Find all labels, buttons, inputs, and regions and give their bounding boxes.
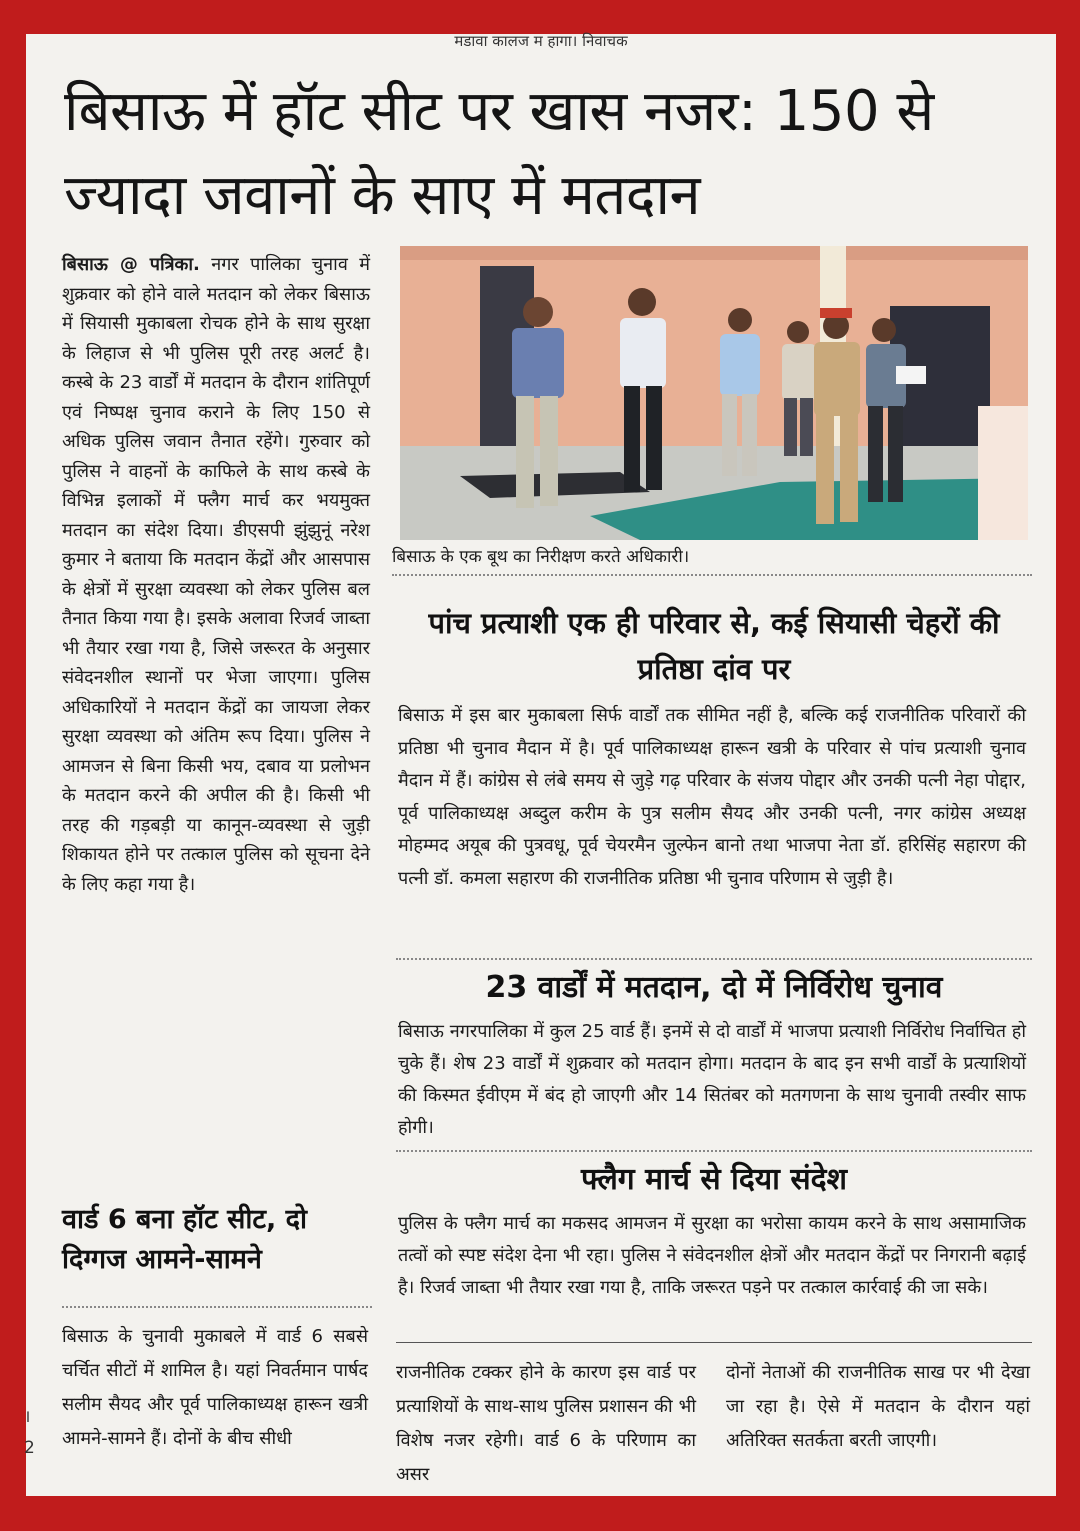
family-section-heading: पांच प्रत्याशी एक ही परिवार से, कई सियासी चेहरों की प्रतिष्ठा दांव पर xyxy=(428,606,1000,686)
flag-march-heading: फ्लैग मार्च से दिया संदेश xyxy=(581,1162,847,1197)
ward-six-heading: वार्ड 6 बना हॉट सीट, दो दिग्गज आमने-सामने xyxy=(62,1204,308,1275)
divider xyxy=(392,574,1032,576)
margin-mark: 2 xyxy=(24,1438,35,1458)
cut-off-top-text: मडावा कालज म हागा। निवाचक xyxy=(454,32,628,50)
ward-six-col3: दोनों नेताओं की राजनीतिक साख पर भी देखा जा रहा है। ऐसे में मतदान के दौरान यहां अतिरिक्त सतर्कता बरती जाएगी। xyxy=(726,1362,1030,1451)
divider xyxy=(396,958,1032,960)
left-article xyxy=(62,250,370,899)
left-article-text: नगर पालिका चुनाव में शुक्रवार को होने वाले मतदान को लेकर बिसाऊ में सियासी मुकाबला रोचक होने के साथ सुरक्षा के लिहाज से भी पुलिस पूरी तरह अलर्ट है। कस्बे के 23 वार्डों में मतदान के दौरान शांतिपूर्ण एवं निष्पक्ष चुनाव कराने के लिए 150 से अधिक पुलिस जवान तैनात रहेंगे। गुरुवार को पुलिस ने वाहनों के काफिले के साथ कस्बे के विभिन्न इलाकों में फ्लैग मार्च कर भयमुक्त मतदान का संदेश दिया। डीएसपी झुंझुनूं नरेश कुमार ने बताया कि मतदान केंद्रों और आसपास के क्षेत्रों में सुरक्षा व्यवस्था को लेकर पुलिस बल तैनात किया गया है। इसके अलावा रिजर्व जाब्ता भी तैयार रखा गया है, जिसे जरूरत के अनुसार संवेदनशील स्थानों पर भेजा जाएगा। पुलिस अधिकारियों ने मतदान केंद्रों का जायजा लेकर सुरक्षा व्यवस्था को अंतिम रूप दिया। पुलिस ने आमजन से बिना किसी भय, दबाव या प्रलोभन के मतदान करने की अपील की है। किसी भी तरह की गड़बड़ी या कानून-व्यवस्था से जुड़ी शिकायत होने पर तत्काल पुलिस को सूचना देने के लिए कहा गया है। xyxy=(62,254,370,895)
newspaper-clipping xyxy=(26,34,1056,1496)
left-article-body xyxy=(62,250,370,899)
headline: बिसाऊ में हॉट सीट पर खास नजर: 150 से ज्यादा जवानों के साए में मतदान xyxy=(64,79,934,228)
photo-caption: बिसाऊ के एक बूथ का निरीक्षण करते अधिकारी। xyxy=(392,547,690,567)
ward-six-col1: बिसाऊ के चुनावी मुकाबले में वार्ड 6 सबसे चर्चित सीटों में शामिल है। यहां निवर्तमान पार्षद सलीम सैयद और पूर्व पालिकाध्यक्ष हारून खत्री आमने-सामने हैं। दोनों के बीच सीधी xyxy=(62,1326,368,1449)
wards-section-heading: 23 वार्डों में मतदान, दो में निर्विरोध चुनाव xyxy=(485,970,943,1005)
inspection-photo xyxy=(400,246,1028,540)
dateline: बिसाऊ @ पत्रिका. xyxy=(62,254,200,275)
family-section-body: बिसाऊ में इस बार मुकाबला सिर्फ वार्डों तक सीमित नहीं है, बल्कि कई राजनीतिक परिवारों की प्रतिष्ठा भी चुनाव मैदान में है। पूर्व पालिकाध्यक्ष हारून खत्री के परिवार से पांच प्रत्याशी चुनाव मैदान में हैं। कांग्रेस से लंबे समय से जुड़े गढ़ परिवार के संजय पोद्दार और उनकी पत्नी नेहा पोद्दार, पूर्व पालिकाध्यक्ष अब्दुल करीम के पुत्र सलीम सैयद और उनकी पत्नी, नगर कांग्रेस अध्यक्ष मोहम्मद अयूब की पुत्रवधू, पूर्व चेयरमैन जुल्फेन बानो तथा भाजपा नेता डॉ. हरिसिंह सहारण की पत्नी डॉ. कमला सहारण की राजनीतिक प्रतिष्ठा भी चुनाव परिणाम से जुड़ी है। xyxy=(398,705,1026,889)
margin-mark: । xyxy=(24,1407,31,1427)
wards-section-body: बिसाऊ नगरपालिका में कुल 25 वार्ड हैं। इनमें से दो वार्डों में भाजपा प्रत्याशी निर्विरोध निर्वाचित हो चुके हैं। शेष 23 वार्डों में शुक्रवार को मतदान होगा। मतदान के बाद इन सभी वार्डों के प्रत्याशियों की किस्मत ईवीएम में बंद हो जाएगी और 14 सितंबर को मतगणना के साथ चुनावी तस्वीर साफ होगी। xyxy=(398,1021,1026,1138)
flag-march-body: पुलिस के फ्लैग मार्च का मकसद आमजन में सुरक्षा का भरोसा कायम करने के साथ असामाजिक तत्वों को स्पष्ट संदेश देना भी रहा। पुलिस ने संवेदनशील क्षेत्रों और मतदान केंद्रों पर निगरानी बढ़ाई है। रिजर्व जाब्ता भी तैयार रखा गया है, ताकि जरूरत पड़ने पर तत्काल कार्रवाई की जा सके। xyxy=(398,1213,1026,1298)
photo-illustration xyxy=(400,246,1028,540)
divider xyxy=(396,1150,1032,1152)
divider xyxy=(62,1306,372,1308)
divider xyxy=(396,1342,1032,1343)
ward-six-col2: राजनीतिक टक्कर होने के कारण इस वार्ड पर प्रत्याशियों के साथ-साथ पुलिस प्रशासन की भी विशेष नजर रहेगी। वार्ड 6 के परिणाम का असर xyxy=(396,1362,696,1485)
